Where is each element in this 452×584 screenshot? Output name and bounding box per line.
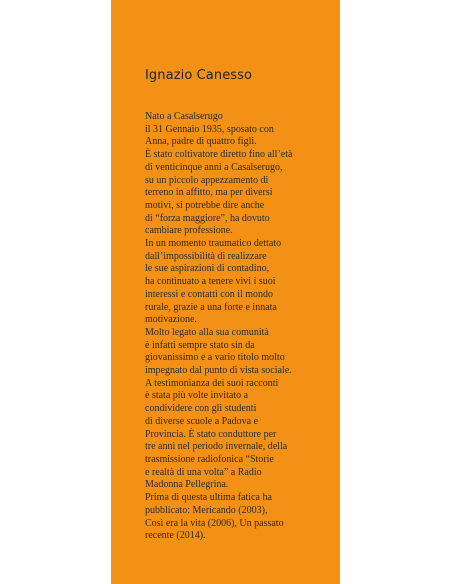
bio-line: di diverse scuole a Padova e [145,415,259,427]
bio-line: recente (2014). [145,530,206,542]
bio-line: cambiare professione. [145,225,233,237]
bio-line: condividere con gli studenti [145,403,257,415]
bio-line: di venticinque anni a Casalserugo, [145,161,283,173]
bio-line: giovanissimo e a vario titolo molto [145,352,285,364]
bio-line: terreno in affitto, ma per diversi [145,187,273,199]
bio-line: trasmissione radiofonica “Storie [145,453,274,465]
author-biography [145,111,335,543]
bio-line: motivazione. [145,314,197,326]
bio-line: Così era la vita (2006), Un passato [145,517,284,529]
bio-line: le sue aspirazioni di contadino, [145,263,270,275]
bio-line: È stato coltivatore diretto fino all’età [145,149,293,161]
bio-line: è stata più volte invitato a [145,390,249,402]
bio-line: Nato a Casalserugo [145,111,223,122]
bio-line: rurale, grazie a una forte e innata [145,301,277,313]
bio-line: pubblicato: Mericando (2003), [145,504,268,516]
bio-line: il 31 Gennaio 1935, sposato con [145,123,274,135]
bio-line: A testimonianza dei suoi racconti [145,377,279,389]
bio-line: su un piccolo appezzamento di [145,174,269,186]
bio-line: Provincia. È stato conduttore per [145,428,277,440]
bio-line: In un momento traumatico dettato [145,238,282,250]
bio-line: motivi, si potrebbe dire anche [145,199,265,211]
author-bio-panel [111,0,340,584]
bio-line: Prima di questa ultima fatica ha [145,492,272,504]
bio-line: Madonna Pellegrina. [145,479,229,491]
bio-line: ha continuato a tenere vivi i suoi [145,276,276,288]
bio-line: interessi e contatti con il mondo [145,288,274,300]
bio-line: è infatti sempre stato sin da [145,339,255,351]
bio-line: di “forza maggiore”, ha dovuto [145,212,270,224]
bio-line: Anna, padre di quattro figli. [145,136,257,148]
bio-line: dall’impossibilità di realizzare [145,250,267,262]
author-name: Ignazio Canesso [145,68,253,83]
bio-line: tre anni nel periodo invernale, della [145,441,288,453]
bio-line: Molto legato alla sua comunità [145,326,269,338]
bio-line: e realtà di una volta” a Radio [145,466,262,478]
bio-line: impegnato dal punto di vista sociale. [145,365,292,377]
